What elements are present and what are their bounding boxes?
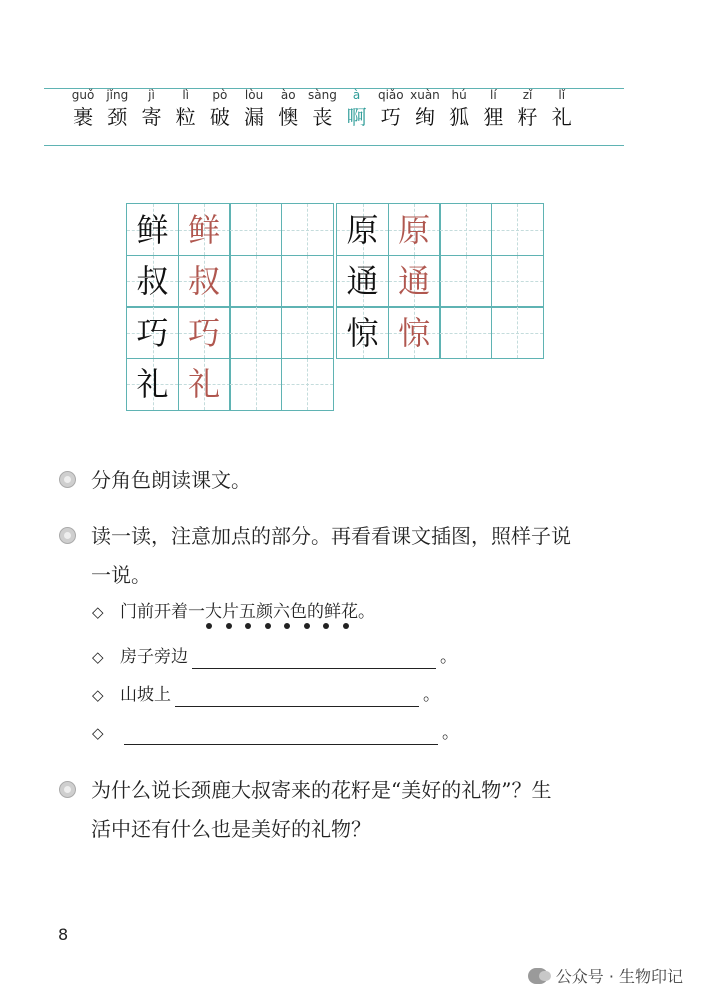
character-text: 礼 bbox=[136, 365, 169, 404]
exercise-bullet-icon bbox=[59, 781, 76, 798]
pinyin: lòu bbox=[244, 88, 264, 102]
pinyin: jǐng bbox=[106, 88, 129, 102]
character-text: 巧 bbox=[136, 313, 169, 352]
practice-cell bbox=[281, 306, 334, 359]
fill-in-period: 。 bbox=[440, 647, 457, 667]
grid-row bbox=[126, 306, 332, 358]
character-text: 巧 bbox=[188, 313, 221, 352]
vocab-item bbox=[545, 88, 579, 130]
vocab-item bbox=[100, 88, 134, 130]
exercise-3-line2: 活中还有什么也是美好的礼物？ bbox=[91, 817, 371, 841]
model-character bbox=[336, 306, 389, 359]
character-text: 礼 bbox=[188, 365, 221, 404]
fill-in-prefix: 山坡上 bbox=[120, 685, 171, 705]
character-text: 惊 bbox=[398, 313, 431, 352]
wechat-icon bbox=[528, 968, 548, 984]
practice-cell bbox=[439, 255, 492, 308]
model-character bbox=[126, 306, 179, 359]
hanzi: 啊 bbox=[346, 105, 367, 129]
writing-grid-left bbox=[126, 203, 332, 409]
hanzi: 礼 bbox=[551, 105, 572, 129]
model-character bbox=[126, 358, 179, 411]
hanzi: 裹 bbox=[73, 105, 94, 129]
vocab-item bbox=[237, 88, 271, 130]
pinyin: lǐ bbox=[558, 88, 566, 102]
exercise-1-text: 分角色朗读课文。 bbox=[91, 468, 251, 492]
pinyin: jì bbox=[148, 88, 155, 102]
hanzi: 丧 bbox=[312, 105, 333, 129]
fill-in-blank[interactable] bbox=[175, 688, 419, 707]
pinyin: lí bbox=[490, 88, 497, 102]
hanzi: 漏 bbox=[244, 105, 265, 129]
watermark bbox=[528, 964, 683, 987]
fill-in-house bbox=[92, 645, 457, 669]
hanzi: 寄 bbox=[141, 105, 162, 129]
vocab-item bbox=[408, 88, 442, 130]
grid-row bbox=[126, 203, 332, 255]
diamond-icon: ◇ bbox=[92, 648, 104, 666]
pinyin: pò bbox=[212, 88, 228, 102]
hanzi: 巧 bbox=[380, 105, 401, 129]
writing-grid-right bbox=[336, 203, 542, 358]
vocab-item bbox=[510, 88, 544, 130]
character-text: 原 bbox=[398, 210, 431, 249]
character-text: 通 bbox=[346, 262, 379, 301]
exercise-bullet-icon bbox=[59, 471, 76, 488]
trace-character bbox=[178, 306, 231, 359]
emphasis-dots bbox=[206, 623, 362, 629]
hanzi: 破 bbox=[209, 105, 230, 129]
grid-row bbox=[336, 255, 542, 307]
bottom-rule bbox=[44, 145, 624, 146]
vocab-item bbox=[305, 88, 339, 130]
practice-cell bbox=[491, 306, 544, 359]
pinyin: guǒ bbox=[71, 88, 95, 102]
practice-cell bbox=[281, 358, 334, 411]
fill-in-prefix: 房子旁边 bbox=[120, 647, 188, 667]
hanzi: 懊 bbox=[278, 105, 299, 129]
character-text: 惊 bbox=[346, 313, 379, 352]
vocab-item bbox=[66, 88, 100, 130]
exercise-bullet-icon bbox=[59, 527, 76, 544]
vocab-item bbox=[169, 88, 203, 130]
fill-in-blank[interactable] bbox=[124, 726, 438, 745]
character-text: 叔 bbox=[188, 262, 221, 301]
vocab-item bbox=[203, 88, 237, 130]
model-character bbox=[336, 255, 389, 308]
hanzi: 狐 bbox=[449, 105, 470, 129]
practice-cell bbox=[229, 306, 282, 359]
pinyin: xuàn bbox=[410, 88, 440, 102]
exercise-2-line2: 一说。 bbox=[91, 563, 151, 587]
pinyin: hú bbox=[451, 88, 467, 102]
grid-row bbox=[336, 203, 542, 255]
trace-character bbox=[178, 358, 231, 411]
diamond-icon: ◇ bbox=[92, 603, 104, 621]
practice-cell bbox=[281, 203, 334, 256]
pinyin: ào bbox=[280, 88, 296, 102]
fill-in-hill bbox=[92, 683, 440, 707]
character-text: 鲜 bbox=[136, 210, 169, 249]
vocab-row bbox=[66, 88, 579, 130]
fill-in-blank[interactable] bbox=[192, 650, 436, 669]
example-sentence bbox=[92, 600, 375, 624]
practice-cell bbox=[281, 255, 334, 308]
trace-character bbox=[388, 203, 441, 256]
diamond-icon: ◇ bbox=[92, 686, 104, 704]
practice-cell bbox=[439, 306, 492, 359]
vocab-item bbox=[340, 88, 374, 130]
practice-cell bbox=[229, 358, 282, 411]
character-text: 通 bbox=[398, 262, 431, 301]
hanzi: 颈 bbox=[107, 105, 128, 129]
grid-row bbox=[336, 306, 542, 358]
grid-row bbox=[126, 358, 332, 410]
exercise-3-line1: 为什么说长颈鹿大叔寄来的花籽是“美好的礼物”？生 bbox=[91, 778, 552, 802]
model-character bbox=[336, 203, 389, 256]
pinyin: lì bbox=[182, 88, 189, 102]
hanzi: 绚 bbox=[414, 105, 435, 129]
hanzi: 籽 bbox=[517, 105, 538, 129]
hanzi: 粒 bbox=[175, 105, 196, 129]
fill-in-period: 。 bbox=[423, 685, 440, 705]
trace-character bbox=[178, 203, 231, 256]
trace-character bbox=[388, 255, 441, 308]
vocab-item bbox=[476, 88, 510, 130]
character-text: 原 bbox=[346, 210, 379, 249]
practice-cell bbox=[439, 203, 492, 256]
example-text: 门前开着一大片五颜六色的鲜花。 bbox=[120, 602, 375, 622]
watermark-text: 公众号 · 生物印记 bbox=[555, 967, 683, 986]
trace-character bbox=[388, 306, 441, 359]
vocab-item bbox=[374, 88, 408, 130]
trace-character bbox=[178, 255, 231, 308]
practice-cell bbox=[229, 255, 282, 308]
hanzi: 狸 bbox=[483, 105, 504, 129]
pinyin: sàng bbox=[307, 88, 337, 102]
fill-in-free bbox=[92, 721, 459, 745]
character-text: 鲜 bbox=[188, 210, 221, 249]
grid-row bbox=[126, 255, 332, 307]
vocab-item bbox=[442, 88, 476, 130]
practice-cell bbox=[491, 203, 544, 256]
pinyin: qiǎo bbox=[377, 88, 404, 102]
vocab-item bbox=[271, 88, 305, 130]
diamond-icon: ◇ bbox=[92, 724, 104, 742]
fill-in-period: 。 bbox=[442, 723, 459, 743]
practice-cell bbox=[229, 203, 282, 256]
vocab-item bbox=[134, 88, 168, 130]
model-character bbox=[126, 203, 179, 256]
practice-cell bbox=[491, 255, 544, 308]
exercise-2-line1: 读一读，注意加点的部分。再看看课文插图，照样子说 bbox=[91, 524, 571, 548]
pinyin: à bbox=[352, 88, 361, 102]
character-text: 叔 bbox=[136, 262, 169, 301]
page-number: 8 bbox=[58, 925, 69, 944]
pinyin: zǐ bbox=[522, 88, 533, 102]
model-character bbox=[126, 255, 179, 308]
